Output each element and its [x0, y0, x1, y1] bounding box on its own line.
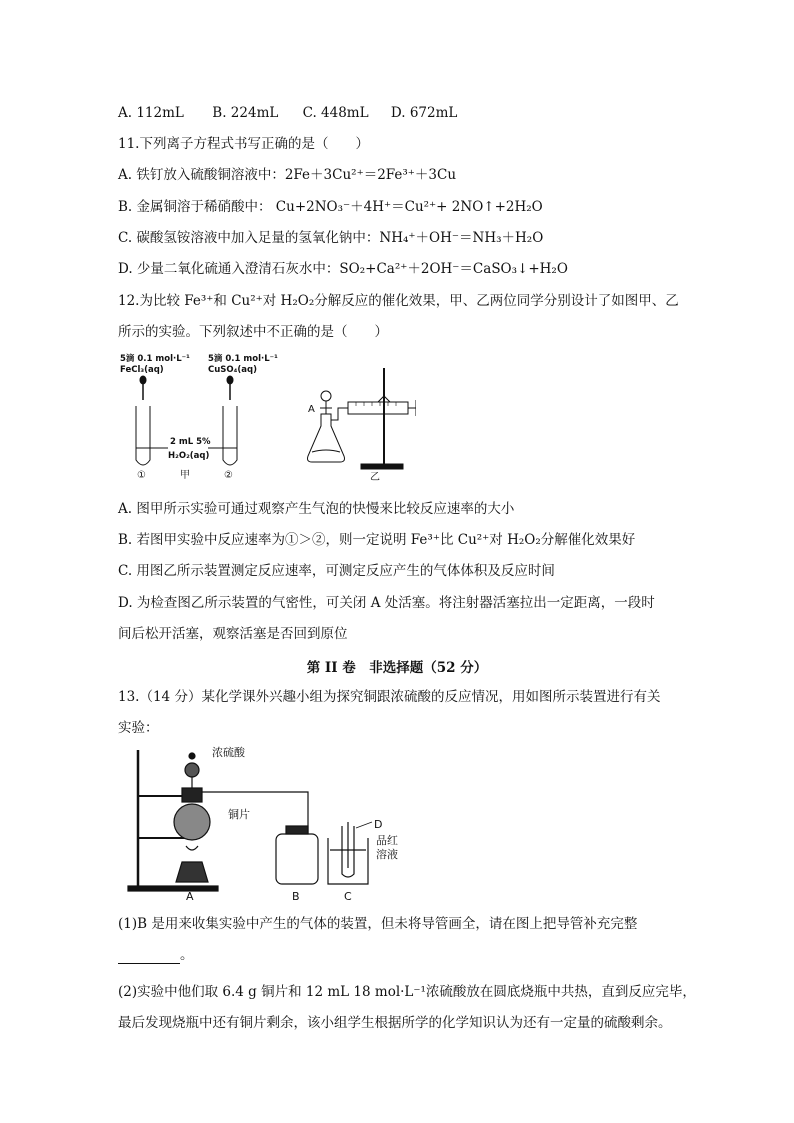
q12-drop-label-1: 5滴 0.1 mol·L⁻¹ [120, 354, 190, 364]
q13-label-acid: 浓硫酸 [212, 746, 245, 759]
q12-label-yi: 乙 [370, 472, 380, 483]
q12-option-b: B. 若图甲实验中反应速率为①＞②，则一定说明 Fe³⁺比 Cu²⁺对 H₂O₂分解催化效果好 [118, 532, 636, 548]
q13-label-copper: 铜片 [228, 808, 250, 821]
q12-drop-label-2: 5滴 0.1 mol·L⁻¹ [208, 354, 278, 364]
q12-reagent-1: FeCl₃(aq) [120, 365, 164, 375]
q13-figure [124, 742, 424, 902]
q12-h2o2-label: H₂O₂(aq) [168, 451, 210, 461]
q13-part1-end: 。 [180, 947, 194, 963]
q13-label-pinhong-2: 溶液 [376, 848, 398, 861]
q10-option-b: B. 224mL [212, 105, 279, 121]
gas-syringe-apparatus-icon [308, 368, 417, 469]
q13-part2-line1: (2)实验中他们取 6.4 g 铜片和 12 mL 18 mol·L⁻¹浓硫酸放在圆底烧瓶中共热，直到反应完毕， [118, 984, 696, 1000]
q10-option-d: D. 672mL [390, 105, 458, 121]
q13-part1: (1)B 是用来收集实验中产生的气体的装置，但未将导管画全，请在图上把导管补充完整 [118, 916, 638, 932]
q12-reagent-2: CuSO₄(aq) [208, 365, 257, 375]
q12-option-a: A. 图甲所示实验可通过观察产生气泡的快慢来比较反应速率的大小 [118, 501, 515, 517]
q13-part2-line2: 最后发现烧瓶中还有铜片剩余，该小组学生根据所学的化学知识认为还有一定量的硫酸剩余。 [118, 1015, 672, 1031]
q13-stem-line2: 实验： [118, 720, 159, 736]
q13-stem-line1: 13.（14 分）某化学课外兴趣小组为探究铜跟浓硫酸的反应情况，用如图所示装置进行有关 [118, 689, 661, 705]
q12-label-jia: 甲 [180, 470, 190, 481]
q12-tube-2-label: ② [224, 470, 233, 481]
q10-options [118, 104, 457, 122]
section-title: 第 II 卷 非选择题（52 分） [306, 660, 488, 676]
q13-label-a: A [186, 890, 194, 902]
q12-figure [116, 348, 416, 488]
q11-option-a: A. 铁钉放入硫酸铜溶液中：2Fe＋3Cu²⁺＝2Fe³⁺＋3Cu [118, 167, 457, 183]
q13-part1-answer [118, 946, 194, 964]
q11-option-c: C. 碳酸氢铵溶液中加入足量的氢氧化钠中：NH₄⁺＋OH⁻＝NH₃＋H₂O [118, 230, 544, 246]
q12-option-c: C. 用图乙所示装置测定反应速率，可测定反应产生的气体体积及反应时间 [118, 563, 555, 579]
q12-h2o2-amount: 2 mL 5% [170, 437, 211, 447]
q12-label-a: A [308, 404, 315, 415]
q11-stem: 11.下列离子方程式书写正确的是（ ） [118, 136, 369, 152]
q10-option-a: A. 112mL [118, 105, 184, 121]
q12-option-d-line2: 间后松开活塞，观察活塞是否回到原位 [118, 626, 348, 642]
q12-tube-1-label: ① [137, 470, 146, 481]
q11-option-b: B. 金属铜溶于稀硝酸中： Cu+2NO₃⁻＋4H⁺＝Cu²⁺+ 2NO↑+2H₂O [118, 199, 543, 215]
q11-option-d: D. 少量二氧化硫通入澄清石灰水中：SO₂+Ca²⁺＋2OH⁻＝CaSO₃↓+H₂O [118, 261, 568, 277]
q12-stem-line2: 所示的实验。下列叙述中不正确的是（ ） [118, 324, 388, 340]
q13-label-d: D [374, 818, 383, 831]
dropper-icon [140, 376, 233, 400]
q13-label-pinhong-1: 品红 [376, 834, 398, 847]
q10-option-c: C. 448mL [302, 105, 369, 121]
q13-label-b: B [292, 890, 300, 902]
q12-option-d-line1: D. 为检查图乙所示装置的气密性，可关闭 A 处活塞。将注射器活塞拉出一定距离，一段时 [118, 595, 655, 611]
q13-label-c: C [344, 890, 352, 902]
q12-stem-line1: 12.为比较 Fe³⁺和 Cu²⁺对 H₂O₂分解反应的催化效果，甲、乙两位同学分别设计了如图甲、乙 [118, 293, 679, 309]
answer-blank[interactable] [118, 949, 180, 964]
